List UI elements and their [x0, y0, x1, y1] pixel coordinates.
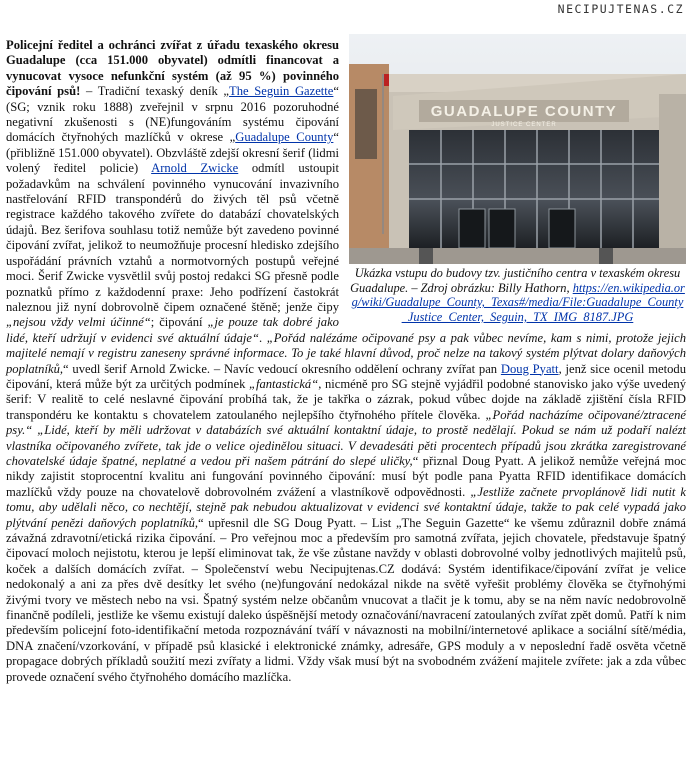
- text-segment: ; čipování: [150, 315, 208, 330]
- site-name: NECIPUJTENAS.CZ: [557, 2, 684, 16]
- quote: „fantastická“: [248, 376, 319, 391]
- text-segment: “ přiznal Doug Pyatt. A jelikož nemůže veřejná moc nikdy zajistit stoprocentní kvalitu ani fungování povinného čipování: musí být podle pana Pyatta RFID identifikace domácích mazlíčků vždy pouze na chovatelově dobrovolném zvážení a vlastníkově odpovědnosti.: [6, 453, 687, 499]
- text-segment: odmítl ustoupit požadavkům na schválení povinného vynucování invazivního nastřelování RFID transpondérů do živých těl psů včetně registrace každého takového zvířete do databází chovatelských údajů. Bez šerifova souhlasu totiž nemůže být zavedeno povinné čipování zvířat, jelikož to neumožňuje procesní hledisko zdejšího uspořádání právních vztahů a normotvorných postupů veřejné moci. Šerif Zwicke vysvětlil svůj postoj redakci SG přesně podle poznatků přímo z každodenní praxe: Jeho podřízení častokrát naleznou již nyní dobrovolně čipem označené štěně; jenže čipy: [6, 161, 339, 314]
- quote: „Pořád nacházíme očipované/ztracené psy.“ „Lidé, kteří by měli udržovat v databázích své aktuální kontaktní údaje, to prostě nedělají. Pokud se nám už podaří nalézt vlastníka očipovaného zvířete, tak jde o velice ojedinělou situaci. V devadesáti pěti procentech případů jsou zkrátka zaregistrované chovatelské údaje špatné, neplatné a vedou při našem pátrání do slepé uličky,: [6, 407, 687, 468]
- quote: „Pořád nalézáme očipované psy a pak vůbec nevíme, kam s nimi, protože jejich majitelé nemají v registru zaneseny správné informace. To je také hlavní důvod, proč nelze na takový systém plýtvat dolary daňových poplatníků,: [6, 330, 687, 376]
- link-doug-pyatt[interactable]: Doug Pyatt: [500, 361, 559, 376]
- quote: „je pouze tak dobré jako lidé, kteří udržují v evidenci své aktuální údaje“: [6, 315, 339, 345]
- building-sign-text: GUADALUPE COUNTY: [430, 103, 618, 120]
- building-photo: [349, 34, 686, 264]
- link-guadalupe-county[interactable]: Guadalupe County: [235, 130, 334, 145]
- caption-source-link[interactable]: https://en.wikipedia.org/wiki/Guadalupe_County,_Texas#/media/File:Guadalupe_County_Justice_Center,_Seguin,_TX_IMG_8187.JPG: [351, 280, 685, 324]
- figure: [349, 34, 686, 324]
- building-subsign-text: JUSTICE CENTER: [491, 122, 557, 128]
- link-arnold-zwicke[interactable]: Arnold Zwicke: [151, 161, 239, 176]
- article: [6, 38, 686, 685]
- article-lead: Policejní ředitel a ochránci zvířat z úřadu texaského okresu Guadalupe (cca 151.000 obyvatel) odmítli financovat a vynucovat vysoce nefunkční systém (až 95 %) povinného čipování psů!: [6, 38, 339, 99]
- text-segment: , jenž sice ocenil metodu čipování, která může být za určitých podmínek: [6, 361, 686, 391]
- quote: „Jestliže začnete prvoplánově lidi nutit k tomu, aby udělali něco, co nechtějí, stejně pak nebudou aktualizovat v evidenci své kontaktní údaje, takže to pak celé vypadá jako plýtvání penězi daňových poplatníků,: [6, 484, 686, 530]
- text-segment: “ (přibližně 151.000 obyvatel). Obzvláště zdejší okresní šerif (lidmi volený ředitel policie): [6, 130, 339, 176]
- link-seguin-gazette[interactable]: The Seguin Gazette: [229, 84, 334, 99]
- figure-caption: [349, 266, 686, 324]
- text-segment: , nicméně pro SG stejně vyjádřil podobné stanovisko jako výše uvedený šerif: V realitě to celé neslavné čipování probíhá tak, že je takřka o zázrak, pokud vůbec dojde na základě zjištění čísla RFID transpondéru ke kontaktu s chovatelem zatoulaného nejlepšího čtyřnohého přítele člověka.: [6, 376, 686, 422]
- text-segment: “ uvedl šerif Arnold Zwicke. – Navíc vedoucí okresního oddělení ochrany zvířat pan: [63, 361, 501, 376]
- text-segment: “ (SG; vznik roku 1888) zveřejnil v srpnu 2016 pozoruhodné negativní zkušenosti s (NE)fungováním systému čipování domácích čtyřnohých mazlíčků v okrese „: [6, 84, 339, 145]
- text-segment: .: [258, 330, 267, 345]
- text-segment: – Tradiční texaský deník „: [80, 84, 230, 99]
- quote: „nejsou vždy velmi účinné“: [6, 315, 151, 330]
- text-segment: “ upřesnil dle SG Doug Pyatt. – List „The Seguin Gazette“ ke všemu zdůraznil dobře známá závažná zdravotní/etická rizika čipování. – Pro veřejnou moc a především pro samotná zvířata, jejich chovatele, představuje špatný čipovací moloch nejistotu, kterou je lepší eliminovat tak, že vše zůstane navždy v oblasti dobrovolné volby jednotlivých majitelů psů, koček a dalších domácích zvířat. – Společenství webu Necipujtenas.CZ dodává: Systém identifikace/čipování zvířat je velice nedokonalý a ani za přes dvě desítky let svého (ne)fungování nedokázal nikde na světě vyřešit problémy člověka se čtyřnohými živými tvory ve městech nebo na vsi. Špatný systém nelze občanům vnucovat a tlačit je k tomu, aby se na něm navíc nedobrovolně finančně podíleli, jestliže ke všemu existují daleko úspěšnější metody označování/navracení zatoulaných zvířat zpět domů. Patří k nim především policejní foto-identifikační metoda rozpoznávání tváří v návaznosti na mobilní/internetové aplikace a sociální sítě/média, DNA značení/vzorkování, v případě psů klasické i elektronické známky, adresáře, GPS moduly a v neposlední řadě osvěta včetně propagace dobrých příkladů soužití mezi zvířaty a lidmi. Vždy však musí být na svobodném zvážení majitele zvířete: jak a zda vůbec provede označení svého čtyřnohého domácího mazlíčka.: [6, 515, 686, 684]
- caption-text: Ukázka vstupu do budovy tzv. justičního centra v texaském okresu Guadalupe. – Zdroj obrázku: Billy Hathorn,: [350, 266, 681, 295]
